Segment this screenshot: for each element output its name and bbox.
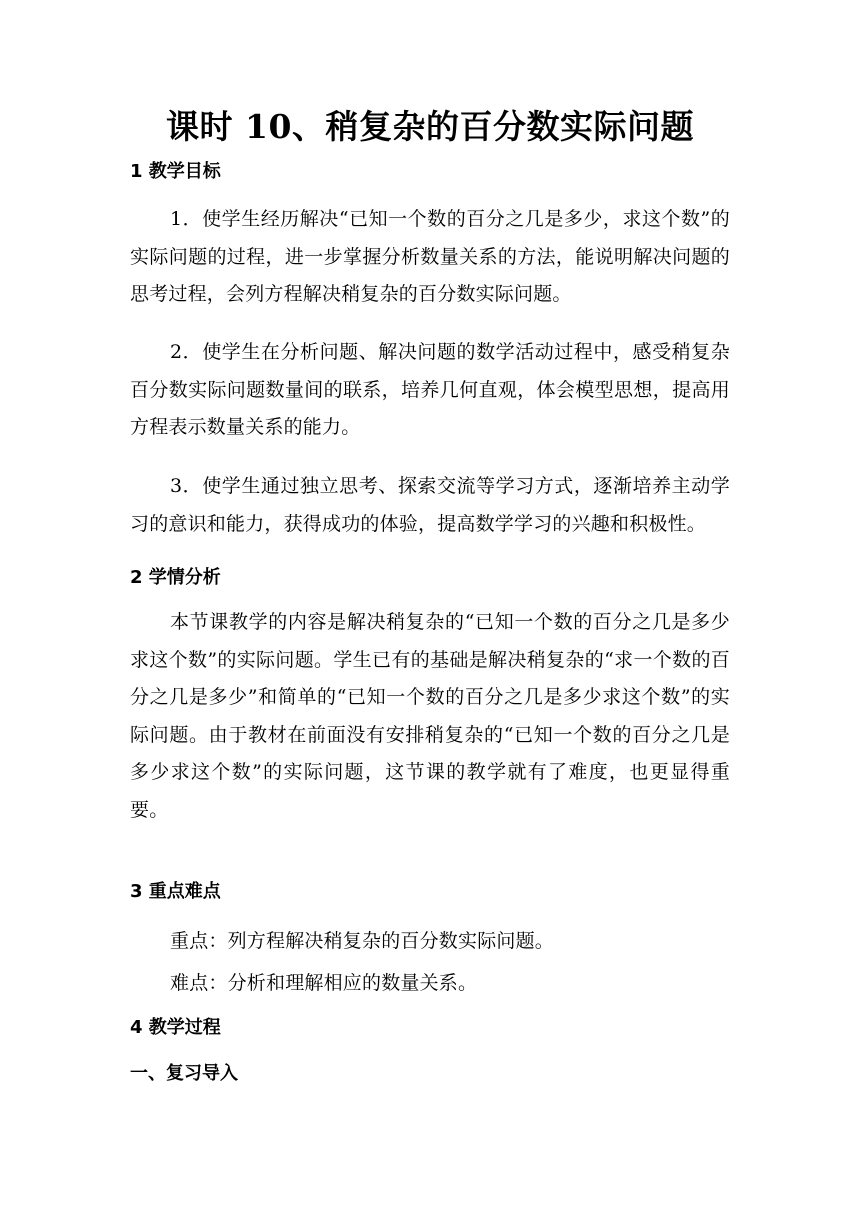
difficulty-line: 难点：分析和理解相应的数量关系。 bbox=[170, 972, 478, 994]
page-title: 课时 10、稍复杂的百分数实际问题 bbox=[166, 107, 694, 146]
objective-paragraph-3: 3．使学生通过独立思考、探索交流等学习方式，逐渐培养主动学习的意识和能力，获得成功的体验，提高数学学习的兴趣和积极性。 bbox=[130, 475, 730, 535]
section-heading-analysis: 2 学情分析 bbox=[130, 567, 221, 588]
subsection-heading-review: 一、复习导入 bbox=[130, 1063, 238, 1084]
keypoint-line: 重点：列方程解决稍复杂的百分数实际问题。 bbox=[170, 930, 555, 952]
analysis-paragraph: 本节课教学的内容是解决稍复杂的“已知一个数的百分之几是多少求这个数”的实际问题。学生已有的基础是解决稍复杂的“求一个数的百分之几是多少”和简单的“已知一个数的百分之几是多少求这个数”的实际问题。由于教材在前面没有安排稍复杂的“已知一个数的百分之几是多少求这个数”的实际问题，这节课的教学就有了难度，也更显得重要。 bbox=[130, 611, 730, 821]
section-heading-process: 4 教学过程 bbox=[130, 1017, 221, 1038]
section-heading-keypoints: 3 重点难点 bbox=[130, 881, 221, 902]
objective-paragraph-1: 1．使学生经历解决“已知一个数的百分之几是多少，求这个数”的实际问题的过程，进一步掌握分析数量关系的方法，能说明解决问题的思考过程，会列方程解决稍复杂的百分数实际问题。 bbox=[130, 208, 730, 306]
objective-paragraph-2: 2．使学生在分析问题、解决问题的数学活动过程中，感受稍复杂百分数实际问题数量间的联系，培养几何直观，体会模型思想，提高用方程表示数量关系的能力。 bbox=[130, 341, 730, 439]
section-heading-objectives: 1 教学目标 bbox=[130, 161, 221, 182]
